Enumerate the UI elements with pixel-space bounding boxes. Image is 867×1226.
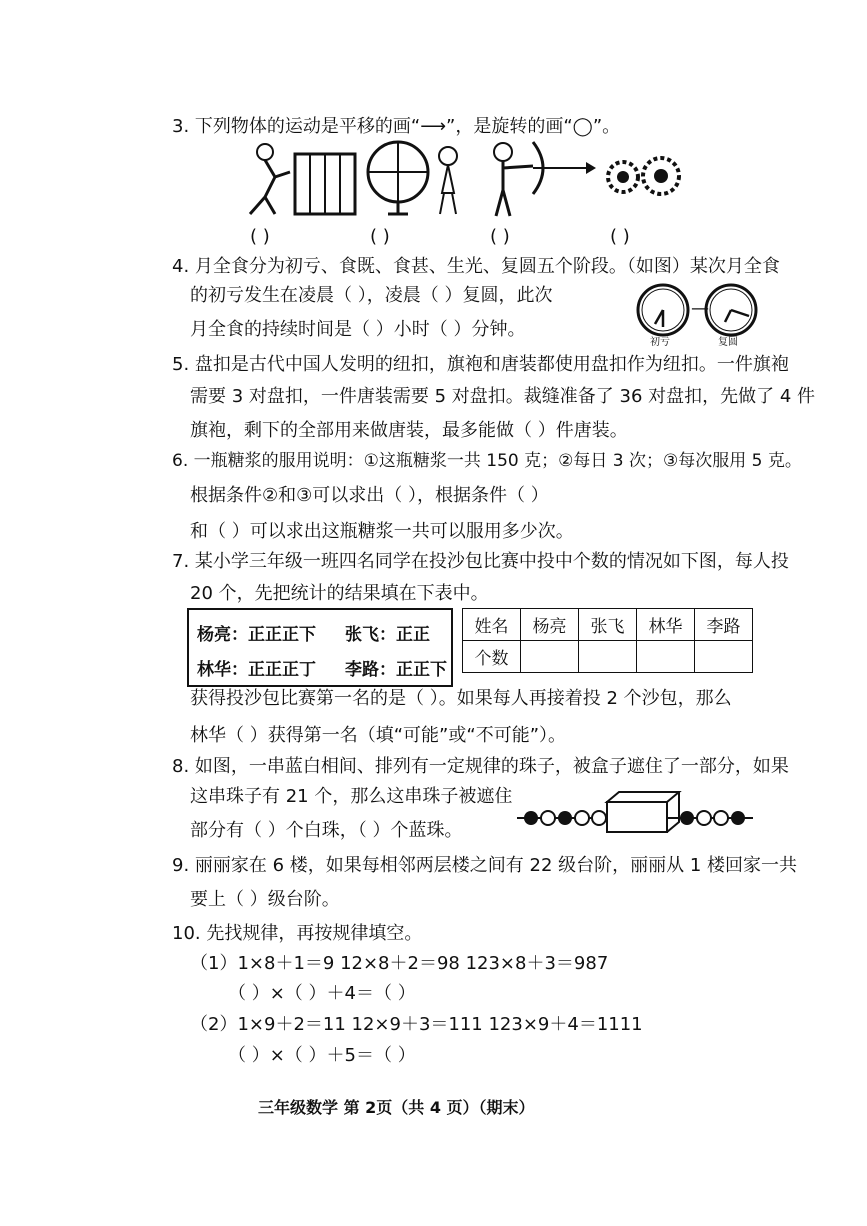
q3-text: 3. 下列物体的运动是平移的画“⟶”，是旋转的画“◯”。 [172, 116, 621, 137]
q4-line-3: 月全食的持续时间是（ ）小时（ ）分钟。 [190, 319, 526, 340]
table-row [463, 641, 753, 673]
q8-line-1: 8. 如图，一串蓝白相间、排列有一定规律的珠子，被盒子遮住了一部分，如果 [172, 756, 789, 777]
q3-blank-4[interactable]: ( ) [610, 226, 630, 247]
q4-line-2: 的初亏发生在凌晨（ ），凌晨（ ）复圆，此次 [190, 285, 553, 306]
table-cell-zhang[interactable] [579, 641, 637, 673]
q8-line-3: 部分有（ ）个白珠，（ ）个蓝珠。 [190, 820, 463, 841]
table-cell-yang[interactable] [521, 641, 579, 673]
table-header-yang: 杨亮 [521, 609, 579, 641]
tally-li: 李路：正正下 [345, 660, 447, 680]
q6-line-3: 和（ ）可以求出这瓶糖浆一共可以服用多少次。 [190, 521, 574, 542]
push-box-picture [235, 142, 365, 217]
q4-dash: — [691, 298, 709, 319]
q9-line-1: 9. 丽丽家在 6 楼，如果每相邻两层楼之间有 22 级台阶，丽丽从 1 楼回家一共 [172, 855, 798, 876]
q4-line-1: 4. 月全食分为初亏、食既、食甚、生光、复圆五个阶段。（如图）某次月全食 [172, 256, 780, 277]
clock-partial-eclipse-icon [635, 282, 691, 338]
table-row-label: 个数 [463, 641, 521, 673]
q10-part1-blank[interactable]: （ ）×（ ）＋4＝（ ） [228, 983, 416, 1004]
q7-line-2: 20 个，先把统计的结果填在下表中。 [190, 583, 489, 604]
archer-picture [488, 138, 598, 218]
q10-part2: （2）1×9＋2＝11 12×9＋3＝111 123×9＋4＝1111 [190, 1014, 643, 1035]
gears-picture [603, 152, 693, 202]
q10-part2-blank[interactable]: （ ）×（ ）＋5＝（ ） [228, 1045, 416, 1066]
table-cell-li[interactable] [695, 641, 753, 673]
tally-lin: 林华：正正正丁 [197, 660, 316, 680]
q3-blank-3[interactable]: ( ) [490, 226, 510, 247]
q5-line-2: 需要 3 对盘扣，一件唐装需要 5 对盘扣。裁缝准备了 36 对盘扣，先做了 4 件 [190, 386, 816, 407]
tally-yang: 杨亮：正正正下 [197, 625, 316, 645]
page-footer: 三年级数学 第 2页（共 4 页）（期末） [258, 1098, 535, 1117]
result-table [462, 608, 753, 673]
q10-part1: （1）1×8＋1＝9 12×8＋2＝98 123×8＋3＝987 [190, 953, 609, 974]
table-header-li: 李路 [695, 609, 753, 641]
clock-label-end: 复圆 [718, 337, 738, 348]
q3-blank-1[interactable]: ( ) [250, 226, 270, 247]
clock-end-eclipse-icon [703, 282, 759, 338]
q3-blank-2[interactable]: ( ) [370, 226, 390, 247]
q10-title: 10. 先找规律，再按规律填空。 [172, 923, 423, 944]
q6-line-2: 根据条件②和③可以求出（ ），根据条件（ ） [190, 485, 549, 506]
q6-line-1: 6. 一瓶糖浆的服用说明：①这瓶糖浆一共 150 克；②每日 3 次；③每次服用 5 克。 [172, 451, 802, 471]
table-header-lin: 林华 [637, 609, 695, 641]
table-header-name: 姓名 [463, 609, 521, 641]
q7-line-1: 7. 某小学三年级一班四名同学在投沙包比赛中投中个数的情况如下图，每人投 [172, 551, 789, 572]
table-row [463, 609, 753, 641]
table-cell-lin[interactable] [637, 641, 695, 673]
q7-line-4: 林华（ ）获得第一名（填“可能”或“不可能”）。 [190, 725, 567, 746]
q7-line-3: 获得投沙包比赛第一名的是（ ）。如果每人再接着投 2 个沙包，那么 [190, 688, 732, 709]
q8-line-2: 这串珠子有 21 个，那么这串珠子被遮住 [190, 786, 513, 807]
q5-line-3: 旗袍，剩下的全部用来做唐装，最多能做（ ）件唐装。 [190, 420, 628, 441]
beads-box-picture [515, 788, 755, 834]
q5-line-1: 5. 盘扣是古代中国人发明的纽扣，旗袍和唐装都使用盘扣作为纽扣。一件旗袍 [172, 354, 789, 375]
tally-zhang: 张飞：正正 [345, 625, 430, 645]
tally-box [187, 608, 453, 687]
prize-wheel-picture [360, 138, 470, 218]
clock-label-start: 初亏 [650, 337, 670, 348]
table-header-zhang: 张飞 [579, 609, 637, 641]
q9-line-2: 要上（ ）级台阶。 [190, 889, 340, 910]
